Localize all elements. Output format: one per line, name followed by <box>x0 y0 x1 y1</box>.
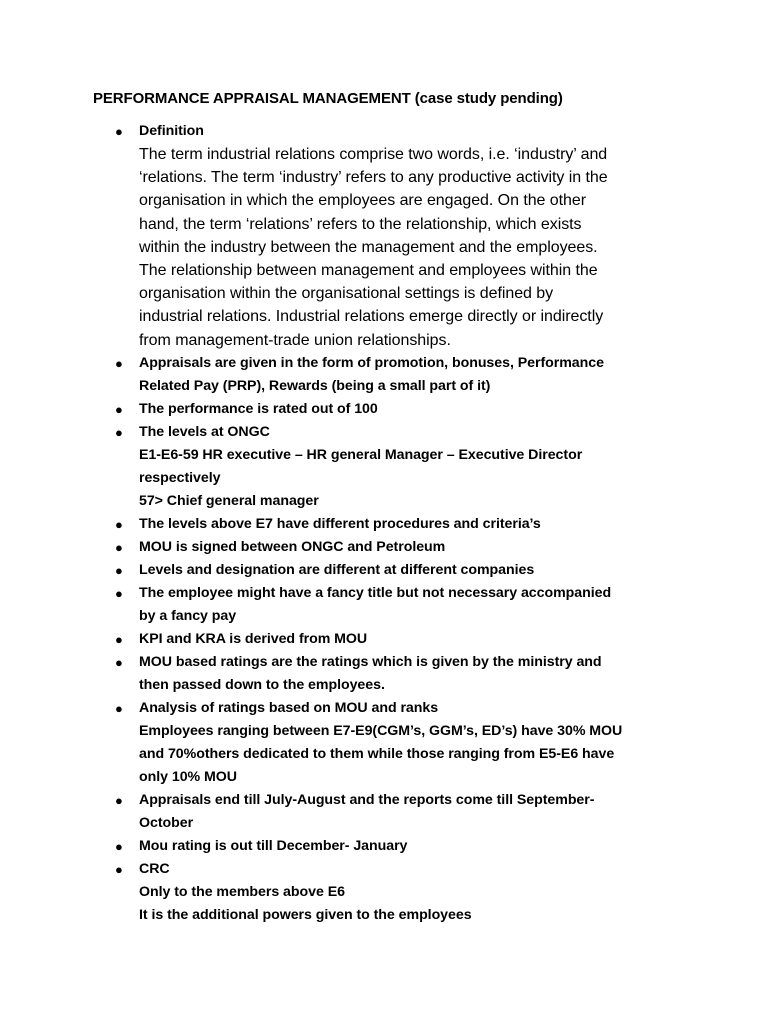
list-item <box>93 628 693 651</box>
item-text-line: then passed down to the employees. <box>139 676 385 693</box>
bullet-icon: ● <box>115 424 123 440</box>
item-text-line: It is the additional powers given to the employees <box>139 906 472 923</box>
item-text-line: Appraisals end till July-August and the reports come till September- <box>139 791 595 808</box>
item-text-line: MOU based ratings are the ratings which is given by the ministry and <box>139 653 602 670</box>
item-text-line: by a fancy pay <box>139 607 237 624</box>
item-text-line: only 10% MOU <box>139 768 237 785</box>
item-text-line: organisation in which the employees are engaged. On the other <box>139 192 587 210</box>
list-item <box>93 421 693 513</box>
list-item <box>93 858 693 927</box>
list-item <box>93 536 693 559</box>
item-text-line: 57> Chief general manager <box>139 492 319 509</box>
item-text-line: and 70%others dedicated to them while those ranging from E5-E6 have <box>139 745 615 762</box>
item-text-line: Appraisals are given in the form of promotion, bonuses, Performance <box>139 354 604 371</box>
list-item <box>93 835 693 858</box>
item-text-line: The levels above E7 have different procedures and criteria’s <box>139 515 541 532</box>
bullet-icon: ● <box>115 124 123 139</box>
bullet-icon: ● <box>115 861 123 877</box>
bullet-icon: ● <box>115 401 123 417</box>
item-text-line: The performance is rated out of 100 <box>139 400 378 417</box>
list-item <box>93 398 693 421</box>
bullet-icon: ● <box>115 355 123 371</box>
bullet-icon: ● <box>115 654 123 670</box>
item-text-line: The levels at ONGC <box>139 423 270 440</box>
item-text-line: The relationship between management and employees within the <box>139 262 598 280</box>
list-item <box>93 651 693 697</box>
item-text-line: ‘relations. The term ‘industry’ refers to any productive activity in the <box>139 169 608 187</box>
bullet-icon: ● <box>115 516 123 532</box>
list-item <box>93 559 693 582</box>
bullet-icon: ● <box>115 700 123 716</box>
list-item <box>93 513 693 536</box>
item-text-line: The employee might have a fancy title but not necessary accompanied <box>139 584 612 601</box>
bullet-icon: ● <box>115 792 123 808</box>
item-text-line: October <box>139 814 194 831</box>
item-text-line: KPI and KRA is derived from MOU <box>139 630 368 647</box>
bullet-icon: ● <box>115 539 123 555</box>
item-text-line: Only to the members above E6 <box>139 883 345 900</box>
bullet-icon: ● <box>115 631 123 647</box>
list-item <box>93 789 693 835</box>
item-text-line: Employees ranging between E7-E9(CGM’s, GGM’s, ED’s) have 30% MOU <box>139 722 623 739</box>
page-title: PERFORMANCE APPRAISAL MANAGEMENT (case study pending) <box>93 90 563 107</box>
list-item <box>93 120 693 352</box>
list-item <box>93 352 693 398</box>
list-item <box>93 582 693 628</box>
item-text-line: within the industry between the management and the employees. <box>139 238 598 256</box>
item-text-line: E1-E6-59 HR executive – HR general Manager – Executive Director <box>139 446 583 463</box>
list-item <box>93 697 693 789</box>
item-text-line: Related Pay (PRP), Rewards (being a small part of it) <box>139 377 491 394</box>
item-text-line: Mou rating is out till December- January <box>139 837 408 854</box>
item-text-line: respectively <box>139 469 221 486</box>
item-text-line: CRC <box>139 860 170 877</box>
bullet-icon: ● <box>115 562 123 578</box>
item-text-line: industrial relations. Industrial relations emerge directly or indirectly <box>139 308 604 326</box>
item-text-line: Levels and designation are different at different companies <box>139 561 535 578</box>
item-text-line: organisation within the organisational settings is defined by <box>139 285 554 303</box>
bullet-icon: ● <box>115 585 123 601</box>
item-text-line: hand, the term ‘relations’ refers to the relationship, which exists <box>139 215 582 233</box>
item-text-line: Analysis of ratings based on MOU and ranks <box>139 699 439 716</box>
item-text-line: from management-trade union relationships. <box>139 331 451 349</box>
bullet-list <box>93 120 693 927</box>
item-text-line: MOU is signed between ONGC and Petroleum <box>139 538 446 555</box>
bullet-icon: ● <box>115 838 123 854</box>
item-heading: Definition <box>139 123 204 139</box>
item-text-line: The term industrial relations comprise two words, i.e. ‘industry’ and <box>139 146 608 163</box>
